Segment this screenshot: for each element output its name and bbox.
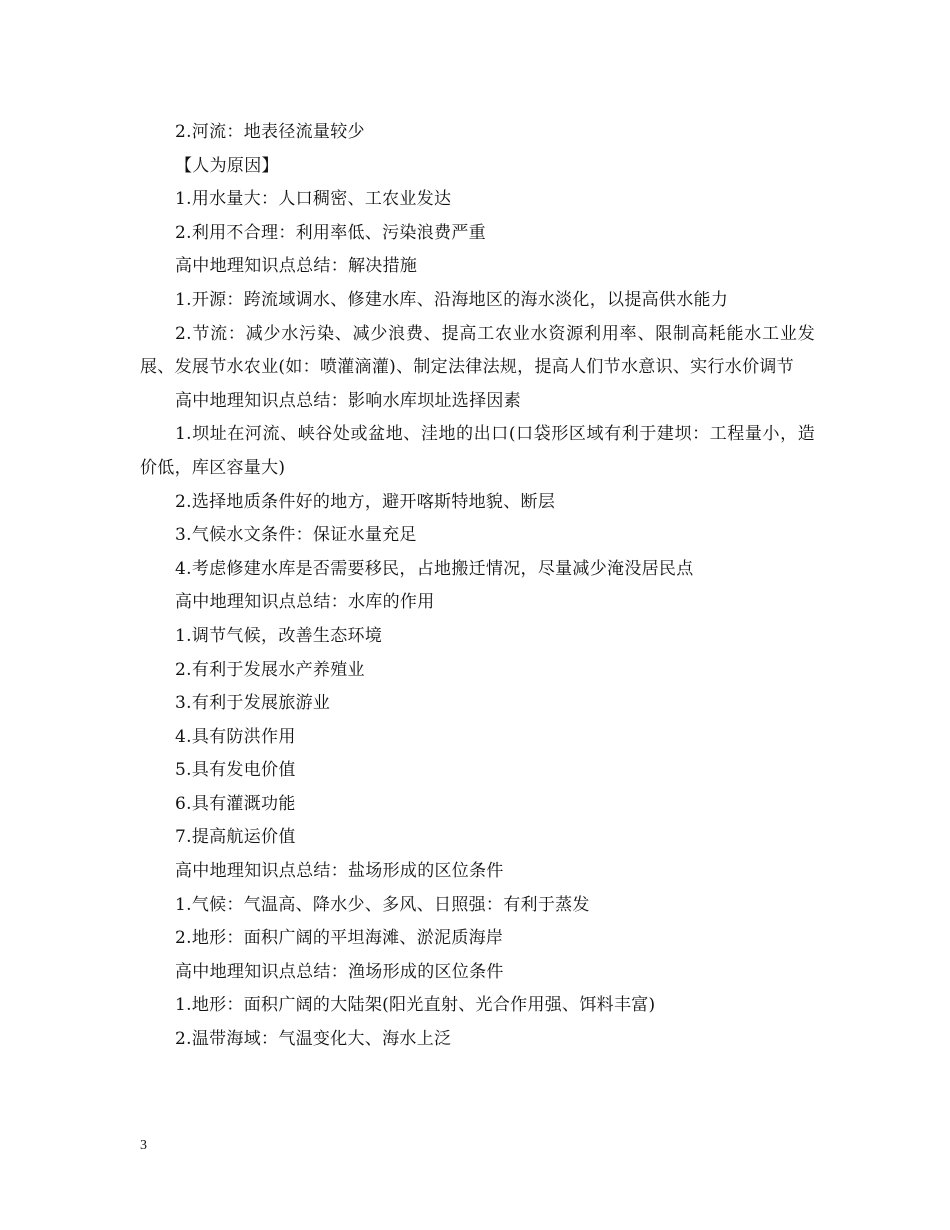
paragraph-flood-control: 4.具有防洪作用 xyxy=(175,726,296,747)
section-heading-salt-field: 高中地理知识点总结：盐场形成的区位条件 xyxy=(175,861,504,882)
page-body xyxy=(140,116,815,1057)
paragraph-water-use: 1.用水量大：人口稠密、工农业发达 xyxy=(175,189,452,210)
section-heading-solutions: 高中地理知识点总结：解决措施 xyxy=(175,256,418,277)
paragraph-irrational-use: 2.利用不合理：利用率低、污染浪费严重 xyxy=(175,222,486,243)
paragraph-salt-climate: 1.气候：气温高、降水少、多风、日照强：有利于蒸发 xyxy=(175,894,590,915)
section-heading-dam-site: 高中地理知识点总结：影响水库坝址选择因素 xyxy=(175,390,521,411)
paragraph-navigation: 7.提高航运价值 xyxy=(175,827,296,848)
paragraph-fishery-terrain: 1.地形：面积广阔的大陆架(阳光直射、光合作用强、饵料丰富) xyxy=(175,995,656,1016)
paragraph-climate-regulation: 1.调节气候，改善生态环境 xyxy=(175,625,383,646)
paragraph-conservation: 2.节流：减少水污染、减少浪费、提高工农业水资源利用率、限制高耗能水工业发展、发展节水农业(如：喷灌滴灌)、制定法律法规，提高人们节水意识、实行水价调节 xyxy=(140,323,815,378)
paragraph-climate-hydrology: 3.气候水文条件：保证水量充足 xyxy=(175,525,417,546)
paragraph-salt-terrain: 2.地形：面积广阔的平坦海滩、淤泥质海岸 xyxy=(175,928,504,949)
paragraph-river: 2.河流：地表径流量较少 xyxy=(175,122,365,142)
paragraph-tourism: 3.有利于发展旅游业 xyxy=(175,693,331,714)
paragraph-resettlement: 4.考虑修建水库是否需要移民，占地搬迁情况，尽量减少淹没居民点 xyxy=(175,558,694,579)
paragraph-power-generation: 5.具有发电价值 xyxy=(175,760,296,781)
paragraph-irrigation: 6.具有灌溉功能 xyxy=(175,793,296,814)
paragraph-aquaculture: 2.有利于发展水产养殖业 xyxy=(175,659,365,680)
section-heading-human-causes: 【人为原因】 xyxy=(175,155,279,176)
paragraph-open-source: 1.开源：跨流域调水、修建水库、沿海地区的海水淡化，以提高供水能力 xyxy=(175,289,729,310)
section-heading-reservoir-functions: 高中地理知识点总结：水库的作用 xyxy=(175,592,435,613)
page-number: 3 xyxy=(140,1138,147,1153)
paragraph-temperate-waters: 2.温带海域：气温变化大、海水上泛 xyxy=(175,1029,452,1050)
section-heading-fishery: 高中地理知识点总结：渔场形成的区位条件 xyxy=(175,961,504,982)
paragraph-geology: 2.选择地质条件好的地方，避开喀斯特地貌、断层 xyxy=(175,491,556,512)
paragraph-dam-site-location: 1.坝址在河流、峡谷处或盆地、洼地的出口(口袋形区域有利于建坝：工程量小，造价低，库区容量大) xyxy=(140,424,815,478)
